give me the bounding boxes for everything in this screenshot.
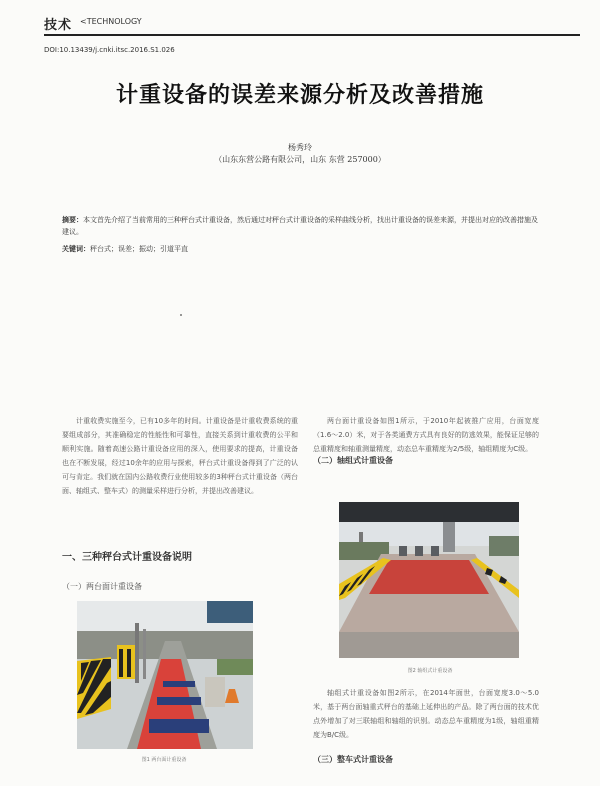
figure-2-photo bbox=[339, 502, 519, 658]
figure-2-caption: 图2 轴组式计重设备 bbox=[407, 668, 453, 674]
intro-paragraph: 计重收费实施至今，已有10多年的时间。计重设备是计重收费系统的重要组成部分，其准确稳定的性能性和可靠性，直接关系到计重收费的公平和顺利实施。随着高速公路计重设备应用的深入，使用要求的提高，计重设备也在不断发展，经过10余年的应用与探索，秤台式计重设备得到了广泛的认可与肯定。我们就在国内公路收费行业使用较多的3种秤台式计重设备（两台面、轴组式、整车式）的测量采样进行分析，并提出改善建议。 bbox=[62, 417, 298, 495]
section-header: 技术 bbox=[44, 18, 73, 33]
keywords bbox=[62, 244, 542, 254]
header-rule bbox=[44, 34, 580, 36]
section-header-english: <TECHNOLOGY bbox=[80, 17, 142, 26]
author-affiliation: （山东东营公路有限公司，山东 东营 257000） bbox=[214, 155, 386, 164]
author-name: 杨秀玲 bbox=[288, 143, 312, 152]
doi-line: DOI:10.13439/j.cnki.itsc.2016.S1.026 bbox=[44, 46, 175, 54]
section-heading-1: 一、三种秤台式计重设备说明 bbox=[62, 552, 192, 563]
subheading-axle-group: （二）轴组式计重设备 bbox=[313, 456, 393, 465]
abstract-text: 本文首先介绍了当前常用的三种秤台式计重设备，然后通过对秤台式计重设备的采样曲线分析，找出计重设备的误差来源，并提出对应的改善措施及建议。 bbox=[62, 216, 538, 236]
abstract bbox=[62, 214, 542, 238]
figure-1-photo bbox=[77, 601, 253, 749]
figure-1-caption: 图1 两台面计重设备 bbox=[141, 757, 187, 763]
stray-mark bbox=[180, 314, 182, 316]
subheading-two-platform: （一）两台面计重设备 bbox=[62, 582, 142, 591]
article-title: 计重设备的误差来源分析及改善措施 bbox=[115, 83, 484, 108]
abstract-label: 摘要： bbox=[62, 216, 83, 224]
axle-group-paragraph: 轴组式计重设备如图2所示，在2014年面世，台面宽度3.0～5.0米，基于两台面轴重式秤台的基础上延伸出的产品。除了两台面的技术优点外增加了对三联轴组和轴组的识别。动态总车重精度为1级，轴组重精度为B/C级。 bbox=[313, 689, 539, 739]
keywords-text: 秤台式；误差；振动；引道平直 bbox=[90, 245, 188, 253]
keywords-label: 关键词： bbox=[62, 245, 90, 253]
subheading-whole-vehicle: （三）整车式计重设备 bbox=[313, 755, 393, 764]
two-platform-paragraph: 两台面计重设备如图1所示，于2010年起被推广应用，台面宽度（1.6～2.0）米，对于各类通费方式具有良好的防逃效果，能保证足够的总重精度和轴重测量精度，动态总车重精度为2/5级，轴组精度为C级。 bbox=[313, 417, 539, 453]
